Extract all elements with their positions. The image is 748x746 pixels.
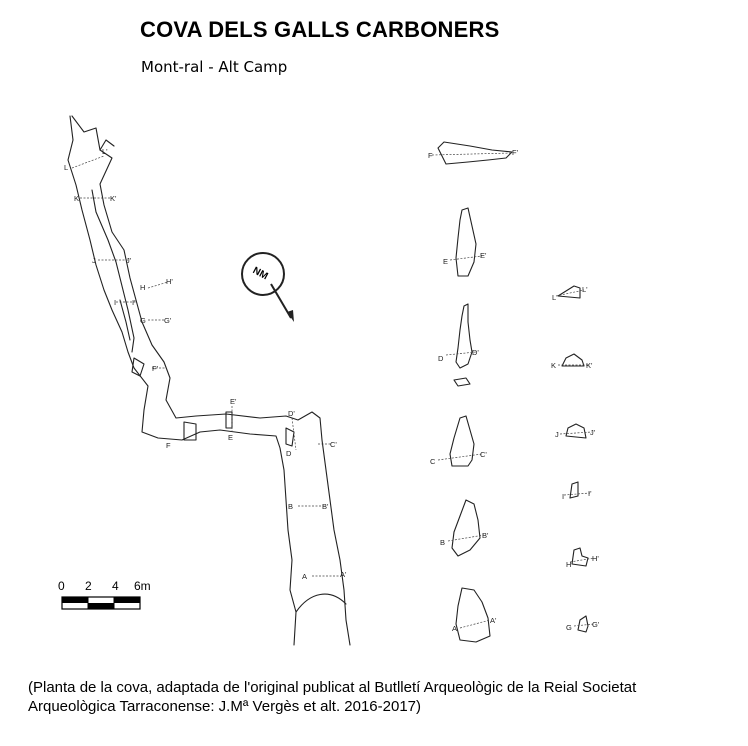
label-h: H — [140, 283, 146, 292]
cross-section-g — [566, 616, 600, 632]
label-c-prime: C' — [330, 440, 337, 449]
section-label-l: L — [552, 293, 557, 302]
cave-chamber-lower — [296, 594, 346, 612]
label-i-prime: I' — [132, 298, 136, 307]
label-f-prime: F' — [152, 364, 159, 373]
section-label-i: I — [562, 492, 565, 501]
section-label-c-prime: C' — [480, 450, 487, 459]
caption-line-2: Arqueològica Tarraconense: J.Mª Vergès et alt. 2016-2017) — [28, 698, 422, 715]
cross-section-j — [555, 424, 596, 439]
label-l: L — [64, 163, 69, 172]
label-a: A — [302, 572, 308, 581]
cut-l — [72, 156, 104, 168]
plan-section-cuts — [72, 156, 340, 576]
caption-line-1: (Planta de la cova, adaptada de l'original publicat al Butlletí Arqueològic de la Reial Societat — [28, 679, 637, 696]
section-label-f: F — [428, 151, 433, 160]
scale-tick-6m: 6m — [134, 579, 151, 593]
label-e-prime: E' — [230, 397, 237, 406]
scale-tick-4: 4 — [112, 579, 119, 593]
page-title: COVA DELS GALLS CARBONERS — [140, 17, 500, 42]
label-b-prime: B' — [322, 502, 329, 511]
magnetic-north-arrow-icon — [242, 253, 294, 322]
cross-section-b — [440, 500, 489, 556]
section-label-b: B — [440, 538, 446, 547]
label-j-prime: J' — [126, 256, 132, 265]
section-label-j: J — [555, 430, 559, 439]
north-arrow-label: NM — [250, 265, 270, 283]
section-label-l-prime: L' — [582, 285, 588, 294]
section-label-g: G — [566, 623, 572, 632]
page-subtitle: Mont-ral - Alt Camp — [141, 58, 288, 76]
section-label-i-prime: I' — [588, 489, 592, 498]
label-d-prime: D' — [288, 409, 295, 418]
cross-section-e — [443, 208, 487, 276]
cave-side-pocket — [100, 140, 144, 376]
cross-section-l — [552, 285, 588, 302]
section-label-h: H — [566, 560, 572, 569]
label-f: F — [166, 441, 171, 450]
section-label-j-prime: J' — [590, 428, 596, 437]
section-label-e-prime: E' — [480, 251, 487, 260]
section-label-d-prime: D' — [472, 348, 479, 357]
section-label-a: A — [452, 624, 458, 633]
section-label-c: C — [430, 457, 436, 466]
label-a-prime: A' — [340, 570, 347, 579]
label-i: I — [114, 298, 117, 307]
section-label-h-prime: H' — [592, 554, 599, 563]
cross-section-f — [428, 142, 519, 164]
label-h-prime: H' — [166, 277, 173, 286]
scale-tick-2: 2 — [85, 579, 92, 593]
label-d: D — [286, 449, 292, 458]
scale-tick-0: 0 — [58, 579, 65, 593]
section-label-a-prime: A' — [490, 616, 497, 625]
scale-bar — [58, 579, 151, 609]
section-label-b-prime: B' — [482, 531, 489, 540]
label-k-prime: K' — [110, 194, 117, 203]
section-label-k-prime: K' — [586, 361, 593, 370]
label-l-prime: L' — [102, 147, 108, 156]
label-e: E — [228, 433, 234, 442]
label-b: B — [288, 502, 294, 511]
cross-section-a — [452, 588, 497, 642]
label-j: J — [92, 256, 96, 265]
section-label-f-prime: F' — [512, 148, 519, 157]
cross-section-d — [438, 304, 479, 386]
cross-section-c — [430, 416, 487, 466]
cut-h — [148, 282, 168, 288]
cross-section-i — [562, 482, 592, 501]
section-label-k: K — [551, 361, 557, 370]
label-g: G — [140, 316, 146, 325]
section-label-e: E — [443, 257, 449, 266]
label-k: K — [74, 194, 80, 203]
cross-section-k — [551, 354, 593, 370]
section-label-d: D — [438, 354, 444, 363]
cross-section-h — [566, 548, 599, 569]
section-label-g-prime: G' — [592, 620, 600, 629]
figure-caption — [28, 678, 728, 716]
label-g-prime: G' — [164, 316, 172, 325]
